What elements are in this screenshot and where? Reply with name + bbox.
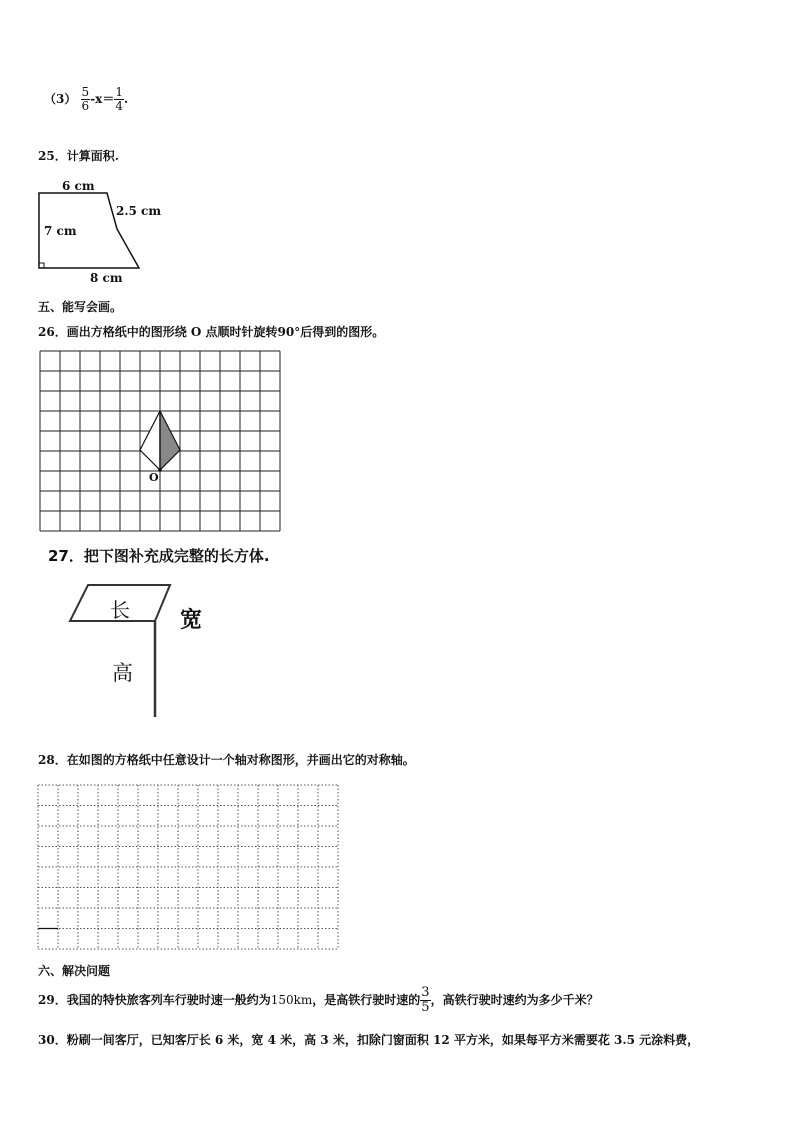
cuboid-width-label: 宽 bbox=[180, 607, 203, 633]
q29-speed: 150km bbox=[270, 993, 313, 1007]
trapezoid-top-label: 6 cm bbox=[62, 179, 95, 193]
q29-text-after: ，高铁行驶时速约为多少千米？ bbox=[430, 993, 599, 1007]
q24-3-end: . bbox=[123, 92, 129, 106]
trapezoid-left-label: 7 cm bbox=[44, 224, 77, 238]
rotation-point-label: O bbox=[149, 471, 159, 484]
q29-text-mid: ，是高铁行驶时速的 bbox=[312, 993, 421, 1007]
fraction-numerator: 5 bbox=[81, 85, 90, 99]
q29-text-before: 29．我国的特快旅客列车行驶时速一般约为 bbox=[38, 993, 271, 1007]
section-5-title: 五、能写会画。 bbox=[38, 300, 123, 314]
q26-title: 26．画出方格纸中的图形绕 O 点顺时针旋转90°后得到的图形。 bbox=[38, 325, 385, 339]
fraction-numerator: 3 bbox=[421, 985, 430, 1000]
trapezoid-bottom-label: 8 cm bbox=[90, 271, 123, 285]
q25-title: 25．计算面积. bbox=[38, 149, 119, 163]
q28-title: 28．在如图的方格纸中任意设计一个轴对称图形，并画出它的对称轴。 bbox=[38, 753, 415, 767]
cuboid-height-label: 高 bbox=[112, 661, 133, 685]
q30-text: 30．粉刷一间客厅，已知客厅长 6 米，宽 4 米，高 3 米，扣除门窗面积 12 平方米，如果每平方米需要花 3.5 元涂料费， bbox=[38, 1033, 700, 1047]
cuboid-length-label: 长 bbox=[110, 598, 130, 622]
fraction-denominator: 5 bbox=[421, 1000, 430, 1015]
fraction-numerator: 1 bbox=[115, 85, 123, 99]
q29-text bbox=[38, 986, 599, 1015]
fraction-denominator: 4 bbox=[115, 99, 123, 113]
fraction-denominator: 6 bbox=[81, 99, 90, 113]
q24-3-operator: -x＝ bbox=[90, 92, 115, 106]
q27-title: 27．把下图补充成完整的长方体. bbox=[48, 547, 270, 565]
dotted-grid bbox=[0, 0, 360, 960]
fraction-3-5 bbox=[420, 986, 430, 1015]
q24-3-label: （3） bbox=[44, 92, 77, 106]
section-6-title: 六、解决问题 bbox=[38, 964, 111, 978]
trapezoid-right-label: 2.5 cm bbox=[116, 204, 162, 218]
